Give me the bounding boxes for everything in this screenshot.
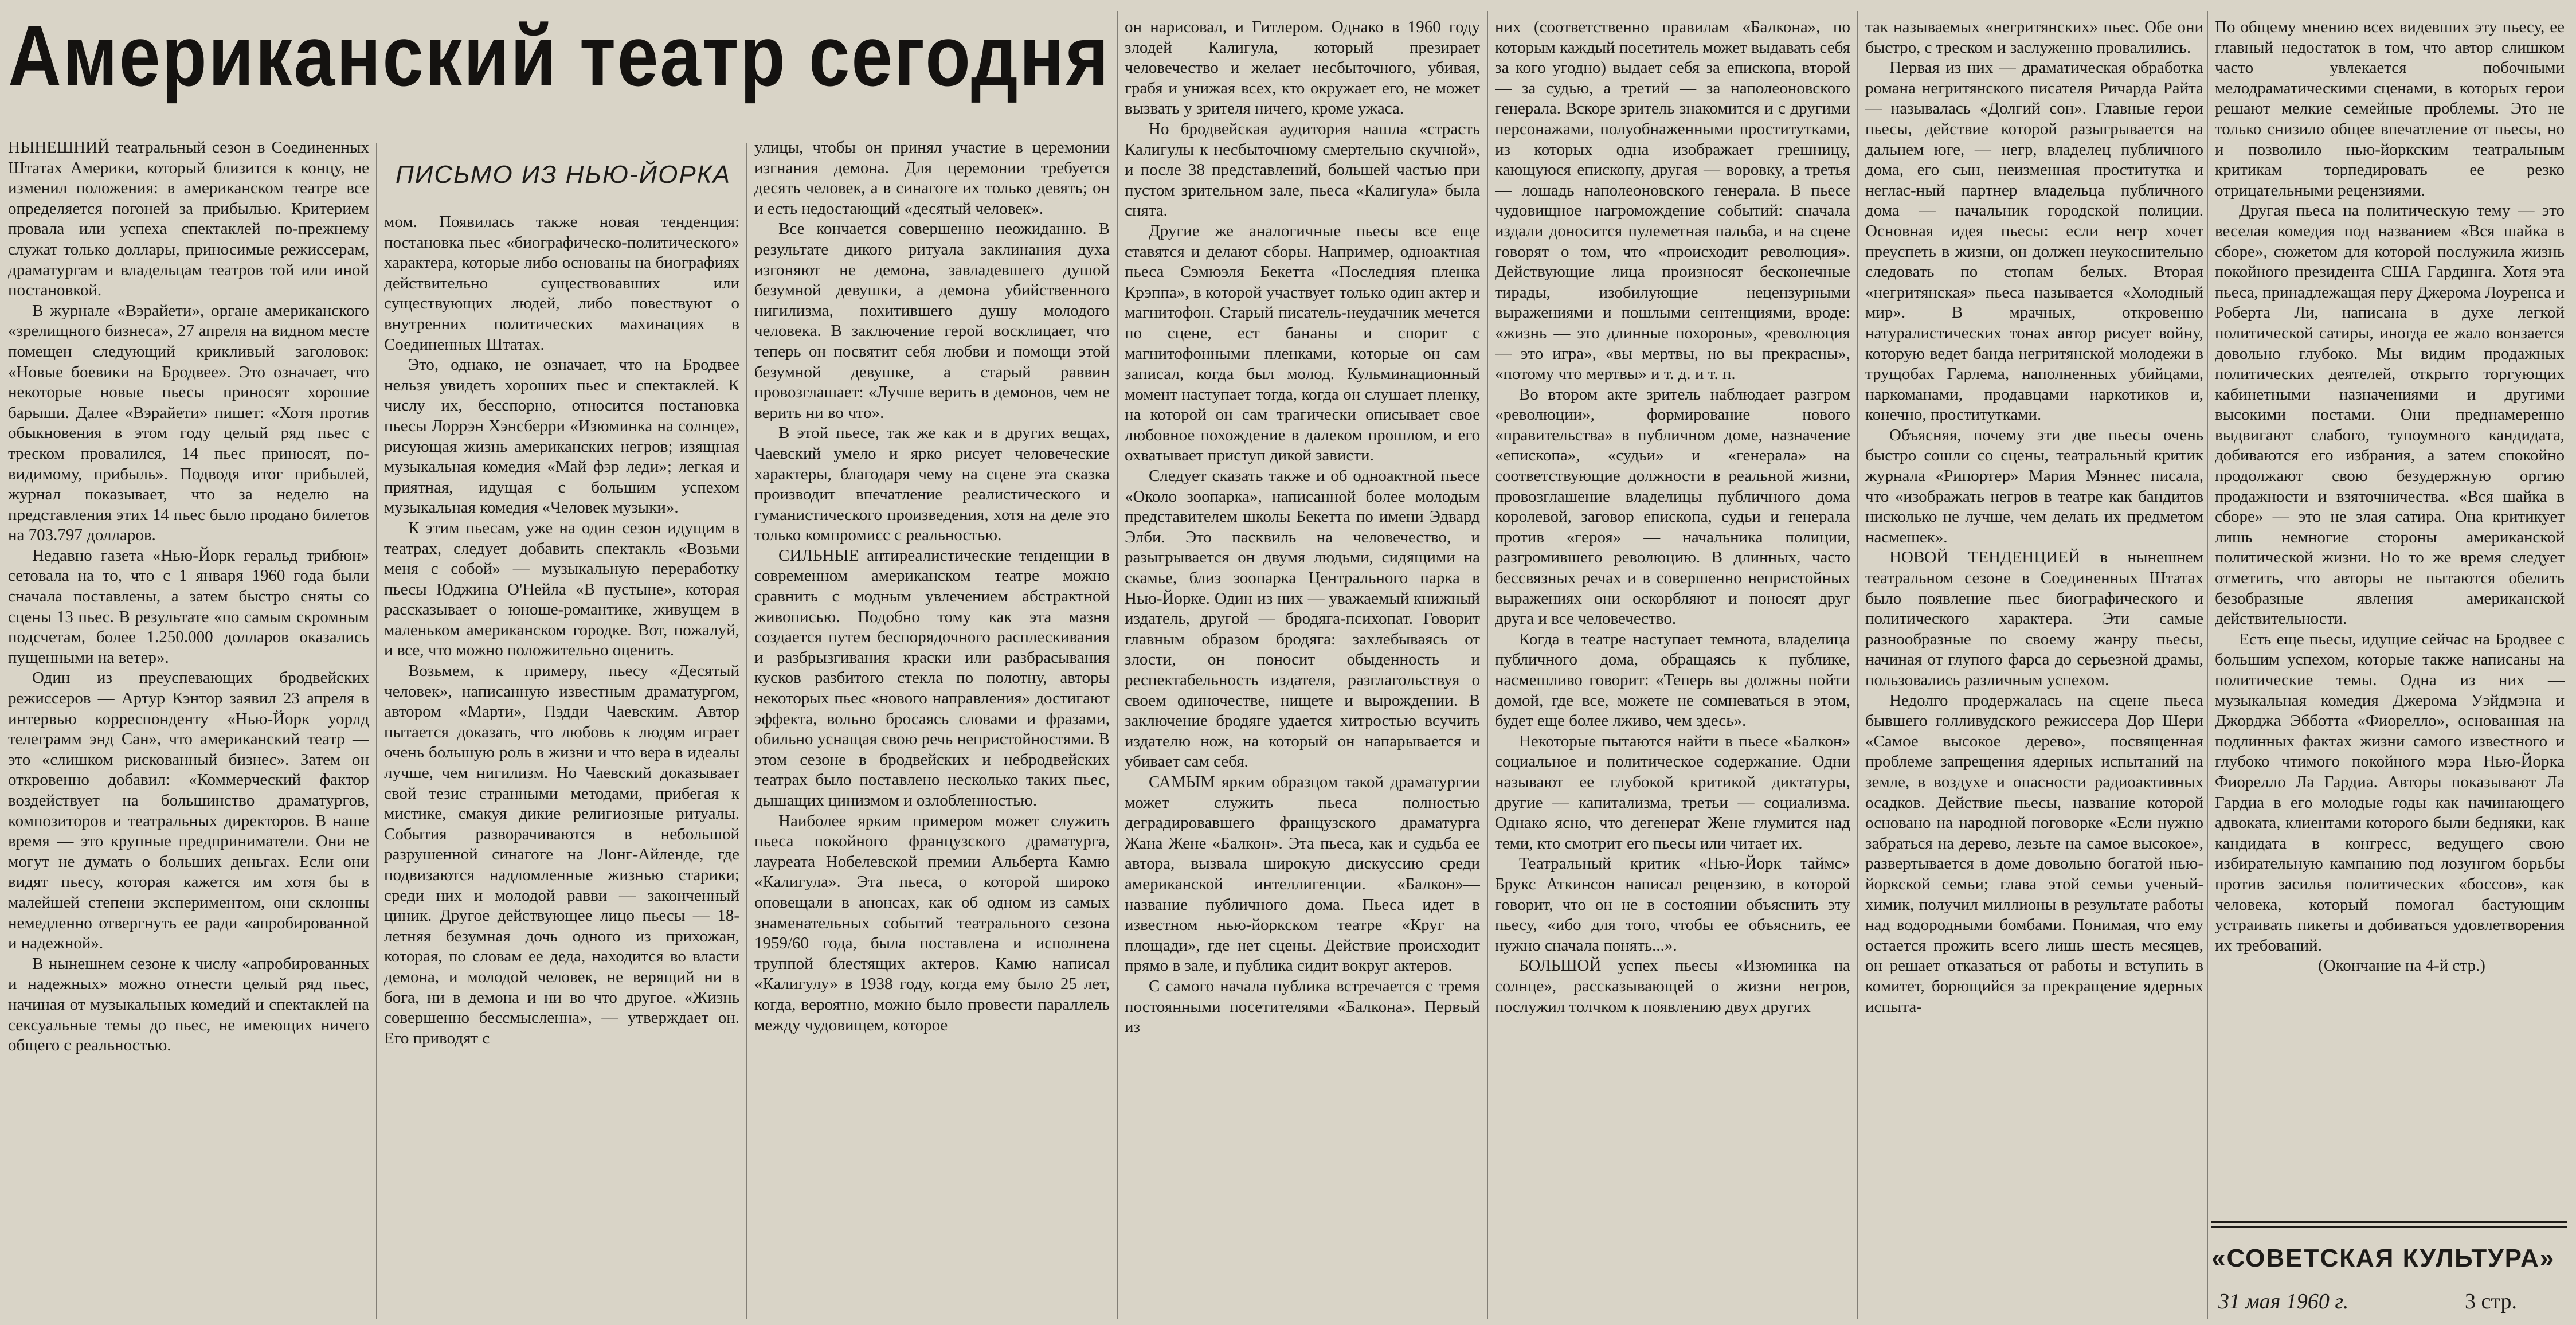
paragraph: Другие же аналогичные пьесы все еще ставятся и делают сборы. Например, одноактная пьеса Сэмюэля Бекетта «Последняя пленка Крэппа», в которой участвует только один актер и магнитофон. Старый писатель-неудачник мечется по сцене, ест бананы и спорит с магнитофонными пленками, которые он сам записал, когда был молод. Кульминационный момент наступает тогда, когда он слушает пленку, на которой он сам трагически описывает свое любовное похождение в далеком прошлом, и его охватывает приступ дикой зависти. [1125,221,1480,465]
paragraph: С самого начала публика встречается с тремя постоянными посетителями «Балкона». Первый из [1125,976,1480,1037]
paragraph: Во втором акте зритель наблюдает разгром «революции», формирование нового «правительства» в публичном доме, назначение «епископа», «судьи» и «генерала» на соответствующие должности в реальной жизни, провозглашение владелицы публичного дома королевой, заговор епископа, судьи и генерала против «героя» — начальника полиции, разгромившего революцию. В длинных, часто бессвязных речах и в совершенно непристойных выражениях они оскорбляют и поносят друг друга и все человечество. [1495,385,1850,628]
text-column-5 [1495,17,1850,1325]
paragraph: В этой пьесе, так же как и в других вещах, Чаевский умело и ярко рисует человеческие характеры, благодаря чему на сцене эта сказка производит впечатление реалистического и гуманистического произведения, хотя на деле это только компромисс с реальностью. [754,424,1110,545]
paragraph: НОВОЙ ТЕНДЕНЦИЕЙ в нынешнем театральном сезоне в Соединенных Штатах было появление пьес биографического и политического характера. Эти самые разнообразные по своему жанру пьесы, начиная от глупого фарса до серьезной драмы, пользовались различным успехом. [1865,548,2203,689]
paragraph: Объясняя, почему эти две пьесы очень быстро сошли со сцены, театральный критик журнала «Рипортер» Мария Мэннес писала, что «изображать негров в театре как бандитов нисколько не лучше, чем делать их предметом насмешек». [1865,425,2203,546]
paragraph: Недавно газета «Нью-Йорк геральд трибюн» сетовала на то, что с 1 января 1960 года были сначала поставлены, а затем быстро сняты со сцены 13 пьес. В результате «по самым скромным подсчетам, более 1.250.000 долларов оказались пущенными на ветер». [8,546,369,667]
paragraph: Первая из них — драматическая обработка романа негритянского писателя Ричарда Райта — называлась «Долгий сон». Главные герои пьесы, действие которой разыгрывается на дальнем юге, — негр, владелец публичного дома, его сын, неизменная проститутка и неглас-ный партнер владельца публичного дома — начальник городской полиции. Основная идея пьесы: если негр хочет преуспеть в жизни, он должен неукоснительно следовать по стопам белых. Вторая «негритянская» пьеса называется «Холодный мир». В мрачных, откровенно натуралистических тонах автор рисует войну, которую ведет банда негритянской молодежи в трущобах Гарлема, наполненных убийцами, наркоманами, продавцами наркотиков и, конечно, проститутками. [1865,58,2203,424]
paragraph: СИЛЬНЫЕ антиреалистические тенденции в современном американском театре можно сравнить с модным увлечением абстрактной живописью. Подобно тому как эта мазня создается путем беспорядочного расплескивания и разбрызгивания краски или разбрасывания кусков разбитого стекла по полотну, авторы некоторых пьес «нового направления» достигают эффекта, вольно бросаясь словами и фразами, обильно уснащая свою речь непристойностями. В этом сезоне в бродвейских и небродвейских театрах было поставлено несколько таких пьес, дышащих цинизмом и озлобленностью. [754,546,1110,810]
text-column-1 [8,138,369,1325]
column-divider [2207,11,2208,1319]
paragraph: К этим пьесам, уже на один сезон идущим в театрах, следует добавить спектакль «Возьми меня с собой» — музыкальную переработку пьесы Юджина О'Нейла «В пустыне», которая рассказывает о юноше-романтике, живущем в маленьком американском городке. Вот, пожалуй, и все, что можно положительно оценить. [384,518,739,660]
paragraph: Есть еще пьесы, идущие сейчас на Бродвее с большим успехом, которые также написаны на политические темы. Одна из них — музыкальная комедия Джерома Уэйдмэна и Джорджа Эбботта «Фиорелло», основанная на подлинных фактах жизни самого известного и глубоко чтимого покойного мэра Нью-Йорка Фиорелло Ла Гардиа. Авторы показывают Ла Гардиа в его молодые годы как начинающего адвоката, клиентами которого были бедняки, как кандидата в конгресс, ведущего свою избирательную кампанию под лозунгом борьбы против засилья политических «боссов», как человека, который помогал бастующим устраивать пикеты и добиваться удовлетворения их требований. [2215,630,2565,955]
paragraph: Наиболее ярким примером может служить пьеса покойного французского драматурга, лауреата Нобелевской премии Альберта Камю «Калигула». Эта пьеса, о которой широко оповещали в анонсах, как об одном из самых знаменательных событий театрального сезона 1959/60 года, была поставлена и исполнена труппой блестящих актеров. Камю написал «Калигулу» в 1938 году, когда ему было 25 лет, когда, вероятно, можно было провести параллель между чудовищем, которое [754,811,1110,1034]
paragraph: Когда в театре наступает темнота, владелица публичного дома, обращаясь к публике, насмешливо говорит: «Теперь вы должны пойти домой, где все, можете не сомневаться в этом, будет еще более лживо, чем здесь». [1495,630,1850,730]
continuation-note: (Окончание на 4-й стр.) [2318,956,2485,975]
text-column-3 [754,138,1110,1325]
paragraph: В нынешнем сезоне к числу «апробированных и надежных» можно отнести целый ряд пьес, начиная от музыкальных комедий и спектаклей на сексуальные темы до пьес, не имеющих ничего общего с реальностью. [8,954,369,1055]
paragraph: В журнале «Вэрайети», органе американского «зрелищного бизнеса», 27 апреля на видном месте помещен следующий крикливый заголовок: «Новые боевики на Бродвее». Это означает, что некоторые новые пьесы приносят хорошие барыши. Далее «Вэрайети» пишет: «Хотя против обыкновения в этом году целый ряд пьес с треском провалился, 14 пьес приносят, по-видимому, прибыль». Подводя итог прибылей, журнал показывает, что за неделю на представления этих 14 пьес было продано билетов на 703.797 долларов. [8,301,369,545]
paragraph: Все кончается совершенно неожиданно. В результате дикого ритуала заклинания духа изгоняют не демона, завладевшего душой безумной девушки, а демона убийственного нигилизма, похитившего душу молодого человека. В заключение герой восклицает, что теперь он посвятит себя любви и помощи этой безумной девушке, а старый раввин провозглашает: «Лучше верить в демонов, чем не верить ни во что». [754,220,1110,422]
paragraph: Один из преуспевающих бродвейских режиссеров — Артур Кэнтор заявил 23 апреля в интервью корреспонденту «Нью-Йорк уорлд телеграмм энд Сан», что американский театр — это «слишком рискованный бизнес». Затем он откровенно добавил: «Коммерческий фактор воздействует на большинство драматургов, композиторов и театральных директоров. В наше время — это крупные предприниматели. Они не могут не думать о больших деньгах. Если они видят пьесу, которая кажется им хотя бы в малейшей степени экспериментом, они склонны немедленно отвергнуть ее ради «апробированной и надежной». [8,669,369,953]
paragraph: так называемых «негритянских» пьес. Обе они быстро, с треском и заслуженно провалились. [1865,18,2203,57]
paragraph: Некоторые пытаются найти в пьесе «Балкон» социальное и политическое содержание. Одни называют ее глубокой критикой диктатуры, другие — капитализма, третьи — социализма. Однако ясно, что дегенерат Жене глумится над теми, кто смотрит его пьесы или читает их. [1495,732,1850,853]
column-divider [746,143,747,1319]
paragraph: Возьмем, к примеру, пьесу «Десятый человек», написанную известным драматургом, автором «Марти», Пэдди Чаевским. Автор пытается доказать, что любовь к людям играет очень большую роль в жизни и что вера в идеалы лучше, чем нигилизм. Но Чаевский доказывает свой тезис странными методами, прибегая к мистике, смакуя дикие религиозные ритуалы. События разворачиваются в небольшой разрушенной синагоге на Лонг-Айленде, где подвизаются надломленные жизнью старики; среди них и молодой равви — законченный циник. Другое действующее лицо пьесы — 18-летняя безумная дочь одного из прихожан, которая, по словам ее деда, находится во власти демона, и молодой человек, не верящий ни в бога, ни в демона и ни во что другое. «Жизнь совершенно бессмысленна», — утверждает он. Его приводят с [384,662,739,1048]
paragraph: БОЛЬШОЙ успех пьесы «Изюминка на солнце», рассказывающей о жизни негров, послужил толчком к появлению двух других [1495,956,1850,1016]
page-number: 3 стр. [2465,1289,2517,1314]
paragraph: Другая пьеса на политическую тему — это веселая комедия под названием «Вся шайка в сборе», сюжетом для которой послужила жизнь покойного президента США Гардинга. Хотя эта пьеса, принадлежащая перу Джерома Лоуренса и Роберта Ли, написана в духе легкой политической сатиры, иногда ее жало вонзается довольно глубоко. Мы видим продажных политических деятелей, открыто торгующих кабинетными назначениями и другими высокими постами. Они преднамеренно выдвигают слабого, тупоумного кандидата, добиваются его избрания, а затем спокойно продолжают свою безудержную оргию продажности и взяточничества. «Вся шайка в сборе» — это не злая сатира. Она критикует лишь немногие стороны американской политической жизни. Но то же время следует отметить, что авторы не пытаются обелить безобразные явления американской действительности. [2215,201,2565,628]
paragraph: Театральный критик «Нью-Йорк таймс» Брукс Аткинсон написал рецензию, в которой говорит, что он не в состоянии объяснить эту пьесу, «ибо для того, чтобы ее объяснить, ее нужно сначала понять...». [1495,854,1850,955]
paragraph: Но бродвейская аудитория нашла «страсть Калигулы к несбыточному смертельно скучной», и после 38 представлений, большей частью при пустом зрительном зале, пьеса «Калигула» была снята. [1125,119,1480,220]
column-divider [376,143,377,1319]
column-divider [1857,11,1858,1319]
article-headline: Американский театр сегодня [8,7,1110,104]
paragraph: них (соответственно правилам «Балкона», по которым каждый посетитель может выдавать себя за кого угодно) выдает себя за епископа, второй — за судью, а третий — за наполеоновского генерала. Вскоре зритель знакомится и с другими персонажами, полуобнаженными проститутками, из которых одна изображает грешницу, кающуюся епископу, другая — воровку, а третья — лошадь наполеоновского генерала. В пьесе чудовищное нагромождение событий: сначала издали доносится пулеметная пальба, и на сцене говорят о том, что «происходит революция». Действующие лица произносят бесконечные тирады, изобилующие нецензурными выражениями и пошлыми сентенциями, вроде: «жизнь — это длинные похороны», «революция — это игра», «вы мертвы, но вы прекрасны», «потому что мертвы» и т. д. и т. п. [1495,18,1850,384]
column-divider [1487,11,1488,1319]
newspaper-name: «СОВЕТСКАЯ КУЛЬТУРА» [2211,1244,2555,1272]
masthead-rule [2211,1221,2567,1228]
column-divider [1117,11,1118,1319]
article-subheadline: ПИСЬМО ИЗ НЬЮ-ЙОРКА [396,161,731,189]
issue-date: 31 мая 1960 г. [2218,1289,2349,1314]
paragraph: мом. Появилась также новая тенденция: постановка пьес «биографическо-политического» характера, которые либо основаны на биографиях действительно существовавших или существующих людей, либо повествуют о внутренних политических махинациях в Соединенных Штатах. [384,213,739,354]
paragraph: Недолго продержалась на сцене пьеса бывшего голливудского режиссера Дор Шери «Самое высокое дерево», посвященная проблеме запрещения ядерных испытаний на земле, в воздухе и опасности радиоактивных осадков. Действие пьесы, название которой основано на народной поговорке «Если нужно забраться на дерево, лезьте на самое высокое», развертывается в доме довольно богатой нью-йоркской семьи; глава этой семьи ученый-химик, получил миллионы в результате работы над водородными бомбами. Понимая, что ему остается прожить всего лишь шесть месяцев, он решает отказаться от работы и вступить в комитет, борющийся за прекращение ядерных испыта- [1865,691,2203,1016]
paragraph: он нарисовал, и Гитлером. Однако в 1960 году злодей Калигула, который презирает человечество и желает несбыточного, убивая, грабя и унижая всех, кто окружает его, не может вызвать у зрителя ничего, кроме ужаса. [1125,18,1480,118]
paragraph: НЫНЕШНИЙ театральный сезон в Соединенных Штатах Америки, который близится к концу, не изменил положения: в американском театре все определяется погоней за прибылью. Критерием провала или успеха спектаклей по-прежнему служат только доллары, приносимые режиссерам, драматургам и владельцам театров той или иной постановкой. [8,138,369,300]
text-column-2 [384,212,739,1325]
paragraph: По общему мнению всех видевших эту пьесу, ее главный недостаток в том, что автор слишком часто увлекается побочными мелодраматическими сценами, в которых герои решают мелкие семейные проблемы. Это не только снизило общее впечатление от пьесы, но и позволило нью-йоркским театральным критикам торпедировать ее резко отрицательными рецензиями. [2215,18,2565,200]
paragraph: Это, однако, не означает, что на Бродвее нельзя увидеть хороших пьес и спектаклей. К числу их, бесспорно, относится постановка пьесы Лоррэн Хэнсберри «Изюминка на солнце», рисующая жизнь американских негров; изящная музыкальная комедия «Май фэр леди»; легкая и приятная, идущая с большим успехом музыкальная комедия «Человек музыки». [384,355,739,517]
text-column-4 [1125,17,1480,1325]
paragraph: улицы, чтобы он принял участие в церемонии изгнания демона. Для церемонии требуется десять человек, а в синагоге их только девять; он и есть недостающий «десятый человек». [754,138,1110,218]
text-column-7 [2215,17,2565,1215]
paragraph: САМЫМ ярким образцом такой драматургии может служить пьеса полностью деградировавшего французского драматурга Жана Жене «Балкон». Эта пьеса, как и судьба ее автора, вызвала широкую дискуссию среди американской интеллигенции. «Балкон»—название публичного дома. Пьеса идет в известном нью-йоркском театре «Круг на площади», где нет сцены. Действие происходит прямо в зале, и публика сидит вокруг актеров. [1125,772,1480,975]
text-column-6 [1865,17,2203,1325]
paragraph: Следует сказать также и об одноактной пьесе «Около зоопарка», написанной более молодым представителем школы Бекетта по имени Эдвард Элби. Это пасквиль на человечество, и разыгрывается он двумя людьми, сидящими на скамье, близ зоопарка Центрального парка в Нью-Йорке. Один из них — уважаемый книжный издатель, другой — бродяга-психопат. Говорит главным образом бродяга: захлебываясь от злости, он поносит обыденность и респектабельность издателя, разглагольствуя о своем одиночестве, нищете и вырождении. В заключение бродяге удается хитростью всучить издателю нож, на который он напарывается и убивает сам себя. [1125,467,1480,771]
